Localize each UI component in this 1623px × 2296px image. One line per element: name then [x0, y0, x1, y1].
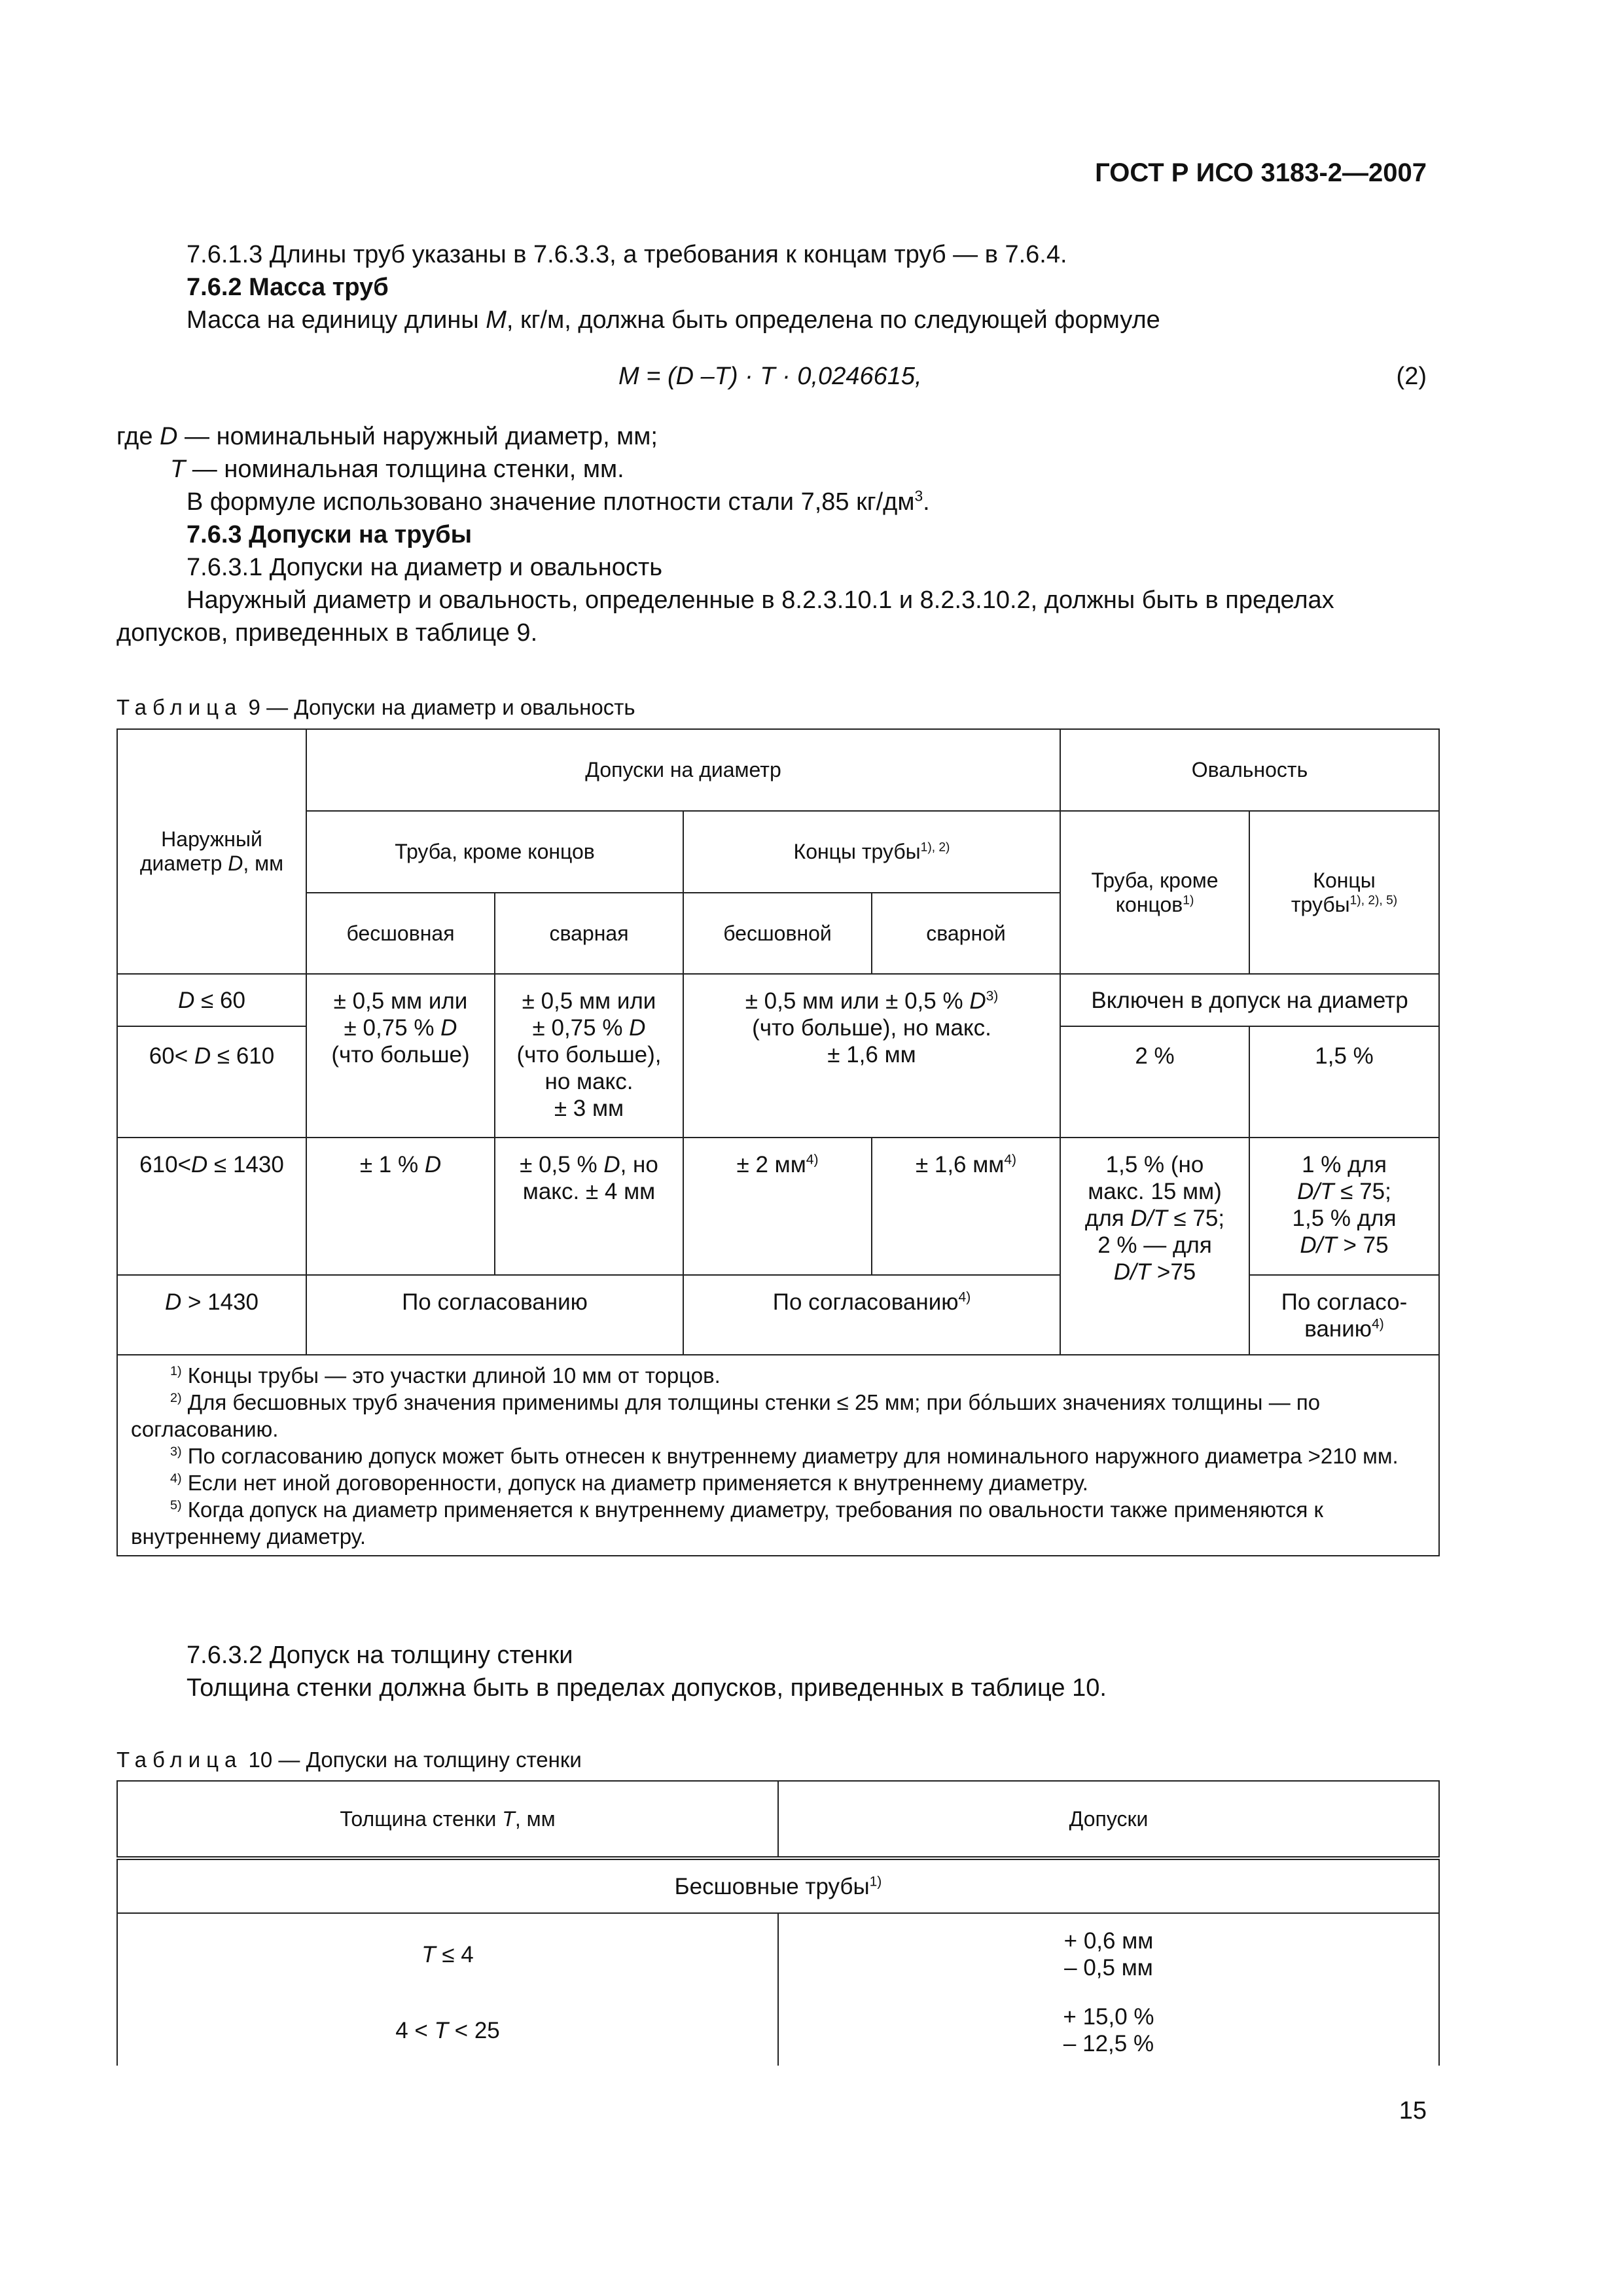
formula: M = (D –T) · T · 0,0246615, [618, 363, 922, 390]
header-ovality: Овальность [1060, 729, 1439, 811]
note-5: $^{5)}$ Когда допуск на диаметр применяется к внутреннему диаметру, требования по овальности также применяются к внутреннему диаметру. [131, 1498, 1323, 1549]
table9 [116, 728, 1440, 1556]
cell-r3-ovality-pipe: 1,5 % (но макс. 15 мм) для D/T ≤ 75; 2 % — для D/T >75 [1060, 1138, 1249, 1355]
table10 [116, 1780, 1440, 2066]
cell-seamless-tolerance: ± 0,5 мм или ± 0,75 % D (что больше) [306, 974, 495, 1138]
note-2: $^{2)}$ Для бесшовных труб значения применимы для толщины стенки ≤ 25 мм; при бóльших значениях толщины — по согласованию. [131, 1390, 1321, 1441]
where-D: где D — номинальный наружный диаметр, мм; [116, 423, 658, 450]
cell-ovality-1-5pct: 1,5 % [1249, 1026, 1439, 1138]
note-1: $^{1)}$ Концы трубы — это участки длиной 10 мм от торцов. [170, 1363, 721, 1388]
cell-r4-pipe: По согласованию [306, 1275, 683, 1355]
cell-r4-ends: По согласованию$^{4)}$ [683, 1275, 1060, 1355]
page-number: 15 [1399, 2097, 1427, 2125]
cell-t-le-4-tolerance: + 0,6 мм – 0,5 мм [778, 1913, 1439, 1995]
cell-t-4-25-tolerance: + 15,0 % – 12,5 % [778, 1995, 1439, 2066]
cell-r3-seamless: ± 1 % D [306, 1138, 495, 1275]
paragraph-mass: Масса на единицу длины M, кг/м, должна быть определена по следующей формуле [187, 306, 1160, 334]
header-wall-thickness: Толщина стенки T, мм [117, 1781, 778, 1858]
heading-7632: 7.6.3.2 Допуск на толщину стенки [187, 1641, 573, 1669]
cell-included-in-diameter: Включен в допуск на диаметр [1060, 974, 1439, 1026]
table10-caption: Таблица 10 — Допуски на толщину стенки [116, 1748, 582, 1772]
header-pipe-ends: Концы трубы$^{1), 2)}$ [683, 811, 1060, 893]
document-code: ГОСТ Р ИСО 3183-2—2007 [1095, 158, 1427, 187]
note-3: $^{3)}$ По согласованию допуск может быть отнесен к внутреннему диаметру для номинального наружного диаметра >210 мм. [170, 1444, 1399, 1468]
row-d-gt-1430: D > 1430 [117, 1275, 306, 1355]
cell-ovality-2pct: 2 % [1060, 1026, 1249, 1138]
header-seamless: бесшовная [306, 893, 495, 974]
header-ends-welded: сварной [872, 893, 1060, 974]
paragraph-7613: 7.6.1.3 Длины труб указаны в 7.6.3.3, а требования к концам труб — в 7.6.4. [187, 241, 1067, 268]
subheader-seamless-pipes: Бесшовные трубы$^{1)}$ [117, 1858, 1439, 1913]
cell-r3-ends-seamless: ± 2 $мм^{4)}$ [683, 1138, 872, 1275]
formula-number: (2) [1396, 363, 1427, 390]
header-outer-diameter: Наружный диаметр D, мм [117, 729, 306, 974]
header-welded: сварная [495, 893, 683, 974]
header-ovality-pipe-ends: Концы трубы$^{1), 2), 5)}$ [1249, 811, 1439, 974]
paragraph-diameter-line2: допусков, приведенных в таблице 9. [116, 619, 538, 647]
cell-ends-tolerance: ± 0,5 мм или ± 0,5 % $D^{3)}$ (что больше), но макс. ± 1,6 мм [683, 974, 1060, 1138]
header-ends-seamless: бесшовной [683, 893, 872, 974]
heading-762: 7.6.2 Масса труб [187, 274, 389, 301]
table9-notes [117, 1355, 1439, 1556]
cell-r3-ends-welded: ± 1,6 $мм^{4)}$ [872, 1138, 1060, 1275]
cell-r3-welded: ± 0,5 % D, но макс. ± 4 мм [495, 1138, 683, 1275]
row-t-4-25: 4 < T < 25 [117, 1995, 778, 2066]
heading-7631: 7.6.3.1 Допуски на диаметр и овальность [187, 554, 663, 581]
cell-r4-ovality-ends: По согласо- ванию$^{4)}$ [1249, 1275, 1439, 1355]
header-tolerances: Допуски [778, 1781, 1439, 1858]
density-note: В формуле использовано значение плотности стали 7,85 $кг/дм^3$. [187, 487, 930, 516]
row-d-60-610: 60< D ≤ 610 [117, 1026, 306, 1138]
table9-caption: Таблица 9 — Допуски на диаметр и овальность [116, 695, 635, 719]
heading-763: 7.6.3 Допуски на трубы [187, 521, 473, 548]
row-t-le-4: T ≤ 4 [117, 1913, 778, 1995]
where-T: T — номинальная толщина стенки, мм. [170, 456, 624, 483]
cell-welded-tolerance: ± 0,5 мм или ± 0,75 % D (что больше), но макс. ± 3 мм [495, 974, 683, 1138]
note-4: $^{4)}$ Если нет иной договоренности, допуск на диаметр применяется к внутреннему диаметру. [170, 1471, 1088, 1495]
paragraph-diameter-line1: Наружный диаметр и овальность, определенные в 8.2.3.10.1 и 8.2.3.10.2, должны быть в пределах [187, 586, 1334, 614]
header-ovality-pipe-body: Труба, кроме концов$^{1)}$ [1060, 811, 1249, 974]
cell-r3-ovality-ends: 1 % для D/T ≤ 75; 1,5 % для D/T > 75 [1249, 1138, 1439, 1275]
paragraph-wall-thickness: Толщина стенки должна быть в пределах допусков, приведенных в таблице 10. [187, 1674, 1107, 1702]
header-pipe-body: Труба, кроме концов [306, 811, 683, 893]
row-d-le-60: D ≤ 60 [117, 974, 306, 1026]
header-diameter-tolerance: Допуски на диаметр [306, 729, 1060, 811]
row-d-610-1430: 610<D ≤ 1430 [117, 1138, 306, 1275]
